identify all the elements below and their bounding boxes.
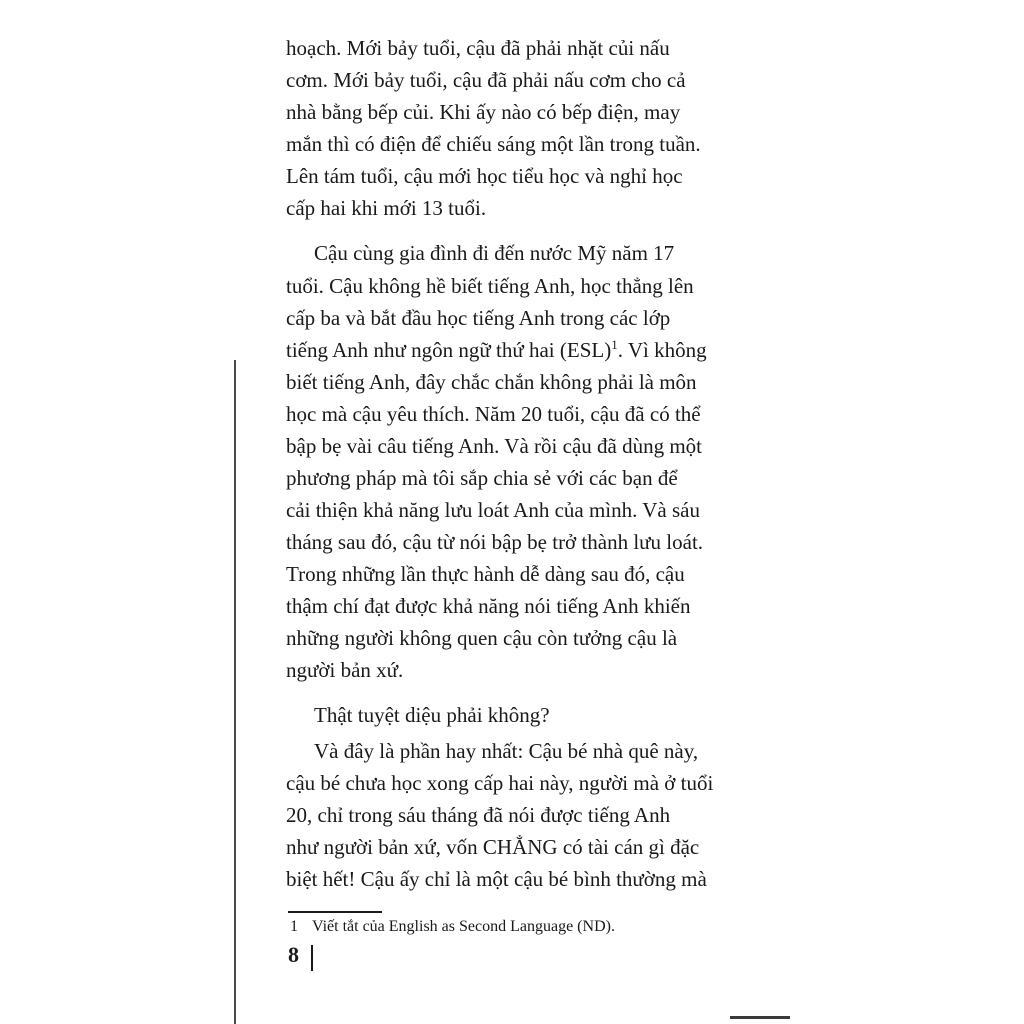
footnote-ref[interactable]: 1 — [611, 337, 618, 352]
text-line: mắn thì có điện để chiếu sáng một lần trong tuần. — [286, 132, 701, 156]
text-line: thậm chí đạt được khả năng nói tiếng Anh khiến — [286, 594, 691, 618]
footnote — [290, 918, 615, 936]
page-edge-line — [234, 360, 236, 1024]
text-line-esl — [286, 338, 707, 363]
text-line: người bản xứ. — [286, 658, 404, 682]
text-line: tiếng Anh như ngôn ngữ thứ hai (ESL) — [286, 338, 612, 362]
text-line: Cậu cùng gia đình đi đến nước Mỹ năm 17 — [314, 241, 675, 265]
text-line: tuổi. Cậu không hề biết tiếng Anh, học thẳng lên — [286, 274, 694, 298]
page-number-bar — [311, 945, 313, 971]
footnote-divider — [288, 911, 382, 913]
text-line: cải thiện khả năng lưu loát Anh của mình. Và sáu — [286, 498, 700, 522]
footnote-text: Viết tắt của English as Second Language (ND). — [312, 918, 615, 935]
text-line: biệt hết! Cậu ấy chỉ là một cậu bé bình thường mà — [286, 867, 707, 891]
text-line: 20, chỉ trong sáu tháng đã nói được tiếng Anh — [286, 803, 671, 827]
text-line: tháng sau đó, cậu từ nói bập bẹ trở thành lưu loát. — [286, 530, 704, 554]
page-number: 8 — [288, 942, 299, 967]
text-line: cấp ba và bắt đầu học tiếng Anh trong các lớp — [286, 306, 671, 330]
text-line: Trong những lần thực hành dễ dàng sau đó, cậu — [286, 562, 685, 586]
text-line: Lên tám tuổi, cậu mới học tiểu học và nghỉ học — [286, 164, 683, 188]
text-line-tail: . Vì không — [617, 338, 707, 362]
text-line: những người không quen cậu còn tưởng cậu là — [286, 626, 678, 650]
text-line: Thật tuyệt diệu phải không? — [314, 703, 550, 727]
text-line: học mà cậu yêu thích. Năm 20 tuổi, cậu đã có thể — [286, 402, 701, 426]
text-line: nhà bằng bếp củi. Khi ấy nào có bếp điện, may — [286, 100, 681, 124]
text-line: cậu bé chưa học xong cấp hai này, người mà ở tuổi — [286, 771, 714, 795]
text-line: bập bẹ vài câu tiếng Anh. Và rồi cậu đã dùng một — [286, 434, 703, 458]
text-line: cơm. Mới bảy tuổi, cậu đã phải nấu cơm cho cả — [286, 68, 686, 92]
text-line: biết tiếng Anh, đây chắc chắn không phải là môn — [286, 370, 697, 394]
text-line: Và đây là phần hay nhất: Cậu bé nhà quê này, — [314, 739, 699, 763]
text-line: hoạch. Mới bảy tuổi, cậu đã phải nhặt củi nấu — [286, 36, 670, 60]
scan-mark — [730, 1016, 790, 1019]
text-line: cấp hai khi mới 13 tuổi. — [286, 196, 487, 220]
footnote-number: 1 — [290, 918, 298, 935]
text-line: phương pháp mà tôi sắp chia sẻ với các bạn để — [286, 466, 678, 490]
text-line: như người bản xứ, vốn CHẲNG có tài cán gì đặc — [286, 835, 700, 859]
